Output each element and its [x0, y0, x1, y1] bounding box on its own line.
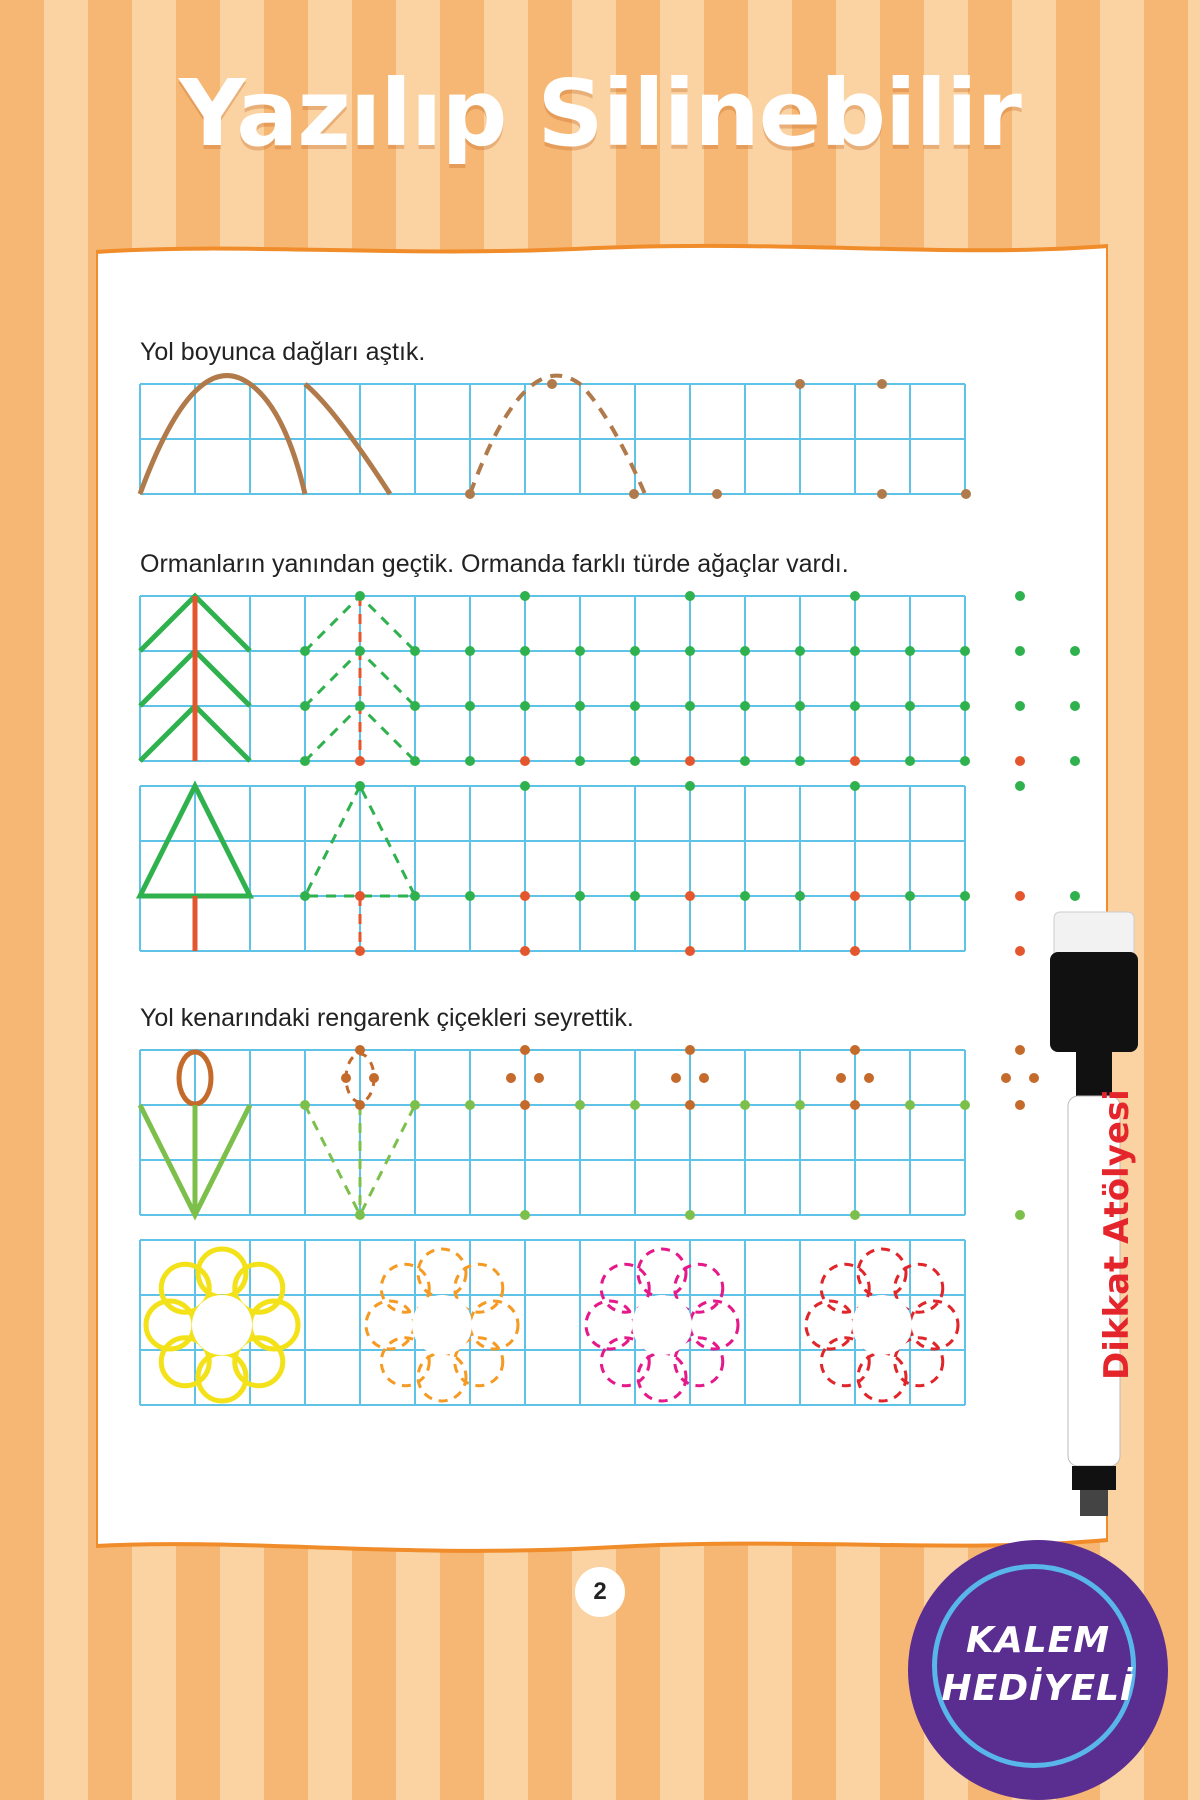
triangle-tree-tracing-row[interactable] — [140, 786, 1080, 956]
worksheet-paper — [96, 240, 1108, 1558]
badge-line-2: HEDİYELİ — [941, 1668, 1135, 1709]
brand-logo: Dikkat Atölyesi — [1097, 1089, 1137, 1380]
page-number: 2 — [575, 1567, 625, 1617]
round-flower-tracing-row[interactable] — [140, 1240, 1080, 1410]
flower-3[interactable] — [586, 1249, 738, 1401]
flower-2[interactable] — [366, 1249, 518, 1401]
instruction-mountains: Yol boyunca dağları aştık. — [140, 338, 426, 366]
grid — [140, 786, 965, 951]
mountain-dashed[interactable] — [470, 376, 645, 494]
grid — [140, 596, 965, 761]
instruction-trees: Ormanların yanından geçtik. Ormanda farklı türde ağaçlar vardı. — [140, 550, 849, 578]
flower-4[interactable] — [806, 1249, 958, 1401]
mountain-tracing-row[interactable] — [140, 384, 1080, 504]
instruction-flowers: Yol kenarındaki rengarenk çiçekleri seyrettik. — [140, 1004, 634, 1032]
round-flowers[interactable] — [146, 1249, 958, 1401]
stem-flower-tracing-row[interactable] — [140, 1050, 1080, 1220]
flower-1 — [146, 1249, 298, 1401]
badge-line-1: KALEM — [965, 1620, 1111, 1661]
pine-tracing-row[interactable] — [140, 596, 1080, 766]
marker-cap — [1050, 952, 1138, 1052]
page-title: Yazılıp Silinebilir — [179, 60, 1021, 167]
mountain-model-1 — [140, 376, 305, 494]
